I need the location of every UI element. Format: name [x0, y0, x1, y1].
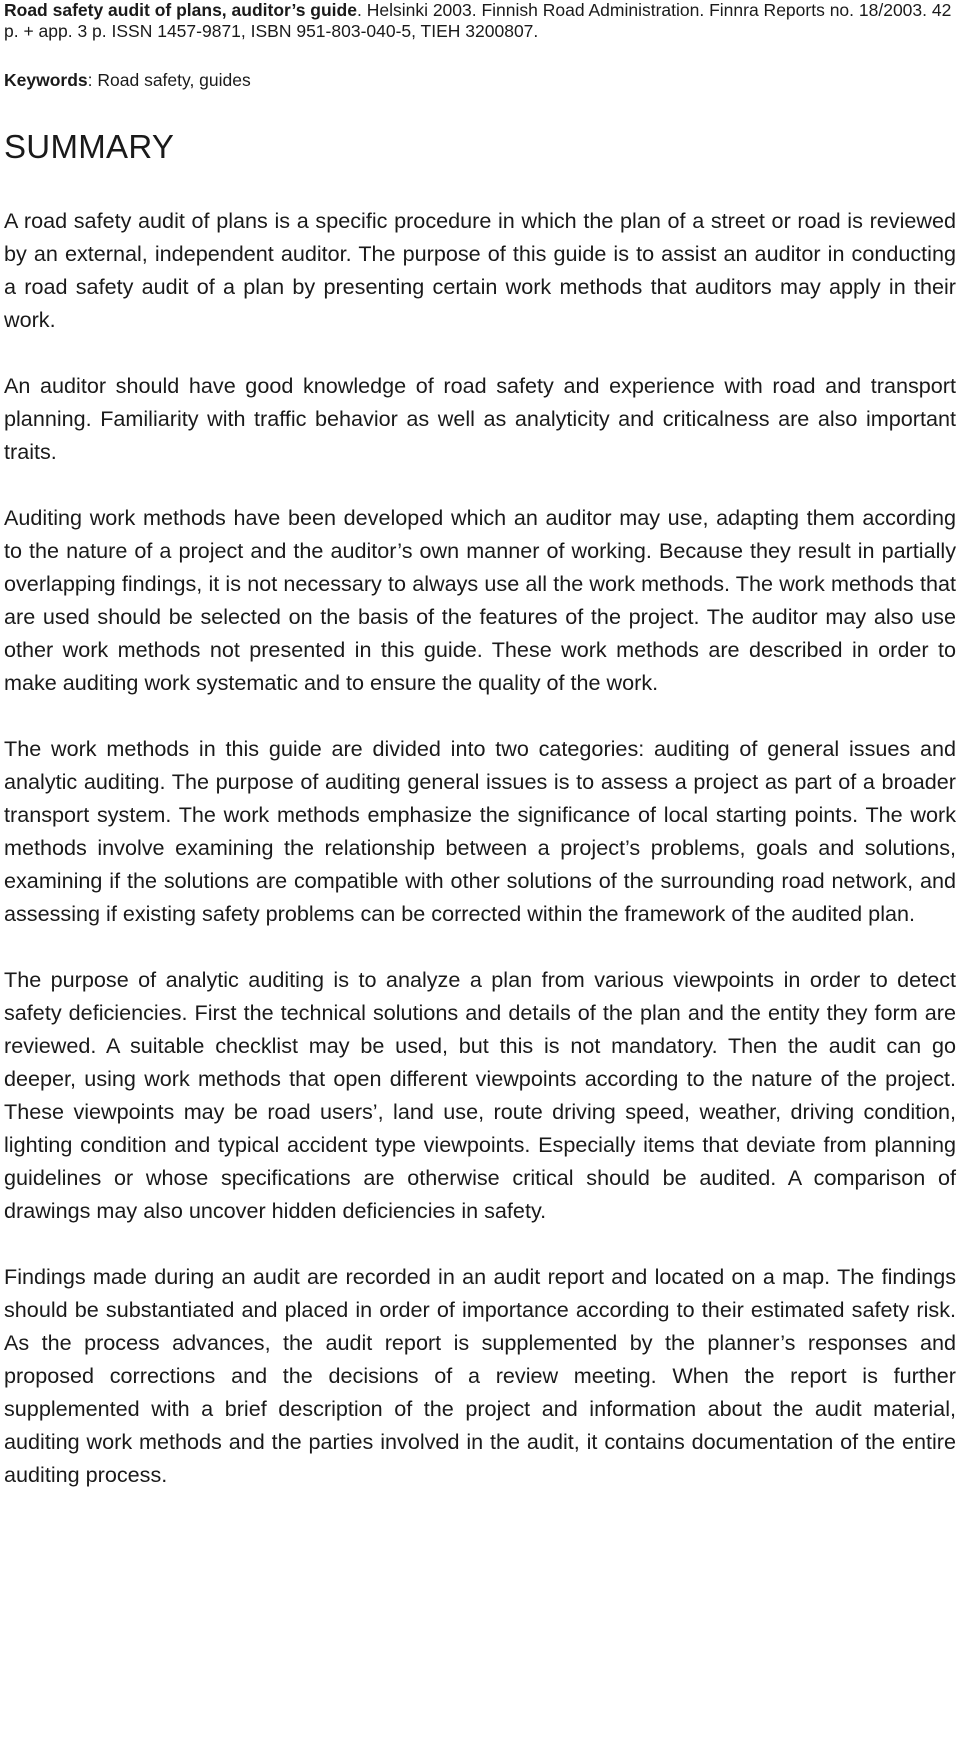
summary-body — [4, 204, 956, 1491]
paragraph: The work methods in this guide are divided into two categories: auditing of general issues and analytic auditing. The purpose of auditing general issues is to assess a project as part of a broader transport system. The work methods emphasize the significance of local starting points. The work methods involve examining the relationship between a project’s problems, goals and solutions, examining if the solutions are compatible with other solutions of the surrounding road network, and assessing if existing safety problems can be corrected within the framework of the audited plan. — [4, 736, 956, 926]
keywords-value: : Road safety, guides — [87, 70, 251, 90]
paragraph: A road safety audit of plans is a specific procedure in which the plan of a street or road is reviewed by an external, independent auditor. The purpose of this guide is to assist an auditor in conducting a road safety audit of a plan by presenting certain work methods that auditors may apply in their work. — [4, 208, 956, 332]
citation-title: Road safety audit of plans, auditor’s guide — [4, 0, 357, 20]
paragraph: Auditing work methods have been developed which an auditor may use, adapting them according to the nature of a project and the auditor’s own manner of working. Because they result in partially overlapping findings, it is not necessary to always use all the work methods. The work methods that are used should be selected on the basis of the features of the project. The auditor may also use other work methods not presented in this guide. These work methods are described in order to make auditing work systematic and to ensure the quality of the work. — [4, 505, 956, 695]
paragraph: The purpose of analytic auditing is to analyze a plan from various viewpoints in order to detect safety deficiencies. First the technical solutions and details of the plan and the entity they form are reviewed. A suitable checklist may be used, but this is not mandatory. Then the audit can go deeper, using work methods that open different viewpoints according to the nature of the project. These viewpoints may be road users’, land use, route driving speed, weather, driving condition, lighting condition and typical accident type viewpoints. Especially items that deviate from planning guidelines or whose specifications are otherwise critical should be audited. A comparison of drawings may also uncover hidden deficiencies in safety. — [4, 967, 956, 1223]
paragraph: Findings made during an audit are recorded in an audit report and located on a map. The findings should be substantiated and placed in order of importance according to their estimated safety risk. As the process advances, the audit report is supplemented by the planner’s responses and proposed corrections and the decisions of a review meeting. When the report is further supplemented with a brief description of the project and information about the audit material, auditing work methods and the parties involved in the audit, it contains documentation of the entire auditing process. — [4, 1264, 956, 1487]
citation — [4, 0, 956, 42]
keywords-label: Keywords — [4, 70, 88, 90]
paragraph: An auditor should have good knowledge of road safety and experience with road and transport planning. Familiarity with traffic behavior as well as analyticity and criticalness are also important traits. — [4, 373, 956, 464]
citation-details: . Helsinki 2003. Finnish Road Administration. Finnra Reports no. 18/2003. 42 p. + app. 3 p. ISSN 1457-9871, ISBN 951-803-040-5, TIEH 3200807. — [4, 0, 952, 41]
summary-heading: SUMMARY — [4, 128, 175, 165]
document-page — [4, 0, 956, 1524]
keywords-line — [4, 70, 956, 91]
